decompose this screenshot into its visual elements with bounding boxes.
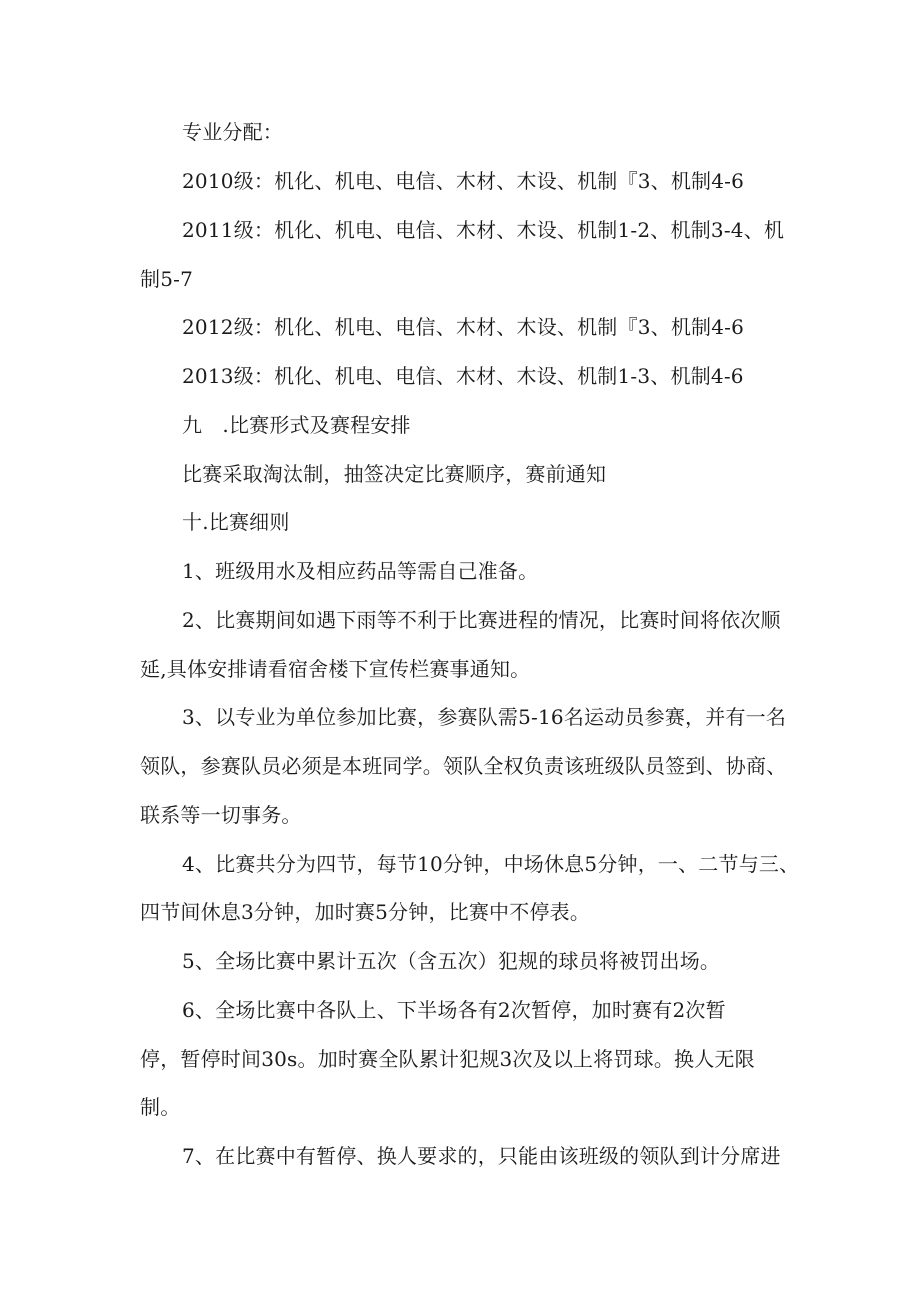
rule-3-line-1: 3、以专业为单位参加比赛，参赛队需5-16名运动员参赛，并有一名 <box>182 705 787 729</box>
rule-3-line-3: 联系等一切事务。 <box>140 803 302 827</box>
paragraph-2012-majors: 2012级：机化、机电、电信、木材、木设、机制『3、机制4-6 <box>182 315 745 339</box>
rule-6-line-2: 停，暂停时间30s。加时赛全队累计犯规3次及以上将罚球。换人无限 <box>140 1047 755 1071</box>
rule-2-line-1: 2、比赛期间如遇下雨等不利于比赛进程的情况，比赛时间将依次顺 <box>182 608 781 632</box>
section-heading-rules: 十.比赛细则 <box>182 510 290 534</box>
section-heading-format-schedule: 九 .比赛形式及赛程安排 <box>182 413 411 437</box>
paragraph-2013-majors: 2013级：机化、机电、电信、木材、木设、机制1-3、机制4-6 <box>182 364 744 388</box>
rule-6-line-1: 6、全场比赛中各队上、下半场各有2次暂停，加时赛有2次暂 <box>182 998 726 1022</box>
rule-5: 5、全场比赛中累计五次（含五次）犯规的球员将被罚出场。 <box>182 949 721 973</box>
section-heading-major-allocation: 专业分配： <box>182 120 283 144</box>
rule-4-line-1: 4、比赛共分为四节，每节10分钟，中场休息5分钟，一、二节与三、 <box>182 852 800 876</box>
paragraph-2011-majors-continued: 制5-7 <box>140 267 194 291</box>
paragraph-2011-majors: 2011级：机化、机电、电信、木材、木设、机制1-2、机制3-4、机 <box>182 218 785 242</box>
rule-3-line-2: 领队，参赛队员必须是本班同学。领队全权负责该班级队员签到、协商、 <box>140 754 787 778</box>
rule-7-line-1: 7、在比赛中有暂停、换人要求的，只能由该班级的领队到计分席进 <box>182 1144 781 1168</box>
rule-6-line-3: 制。 <box>140 1095 181 1119</box>
rule-1: 1、班级用水及相应药品等需自己准备。 <box>182 559 539 583</box>
paragraph-2010-majors: 2010级：机化、机电、电信、木材、木设、机制『3、机制4-6 <box>182 169 745 193</box>
rule-2-line-2: 延,具体安排请看宿舍楼下宣传栏赛事通知。 <box>140 657 531 681</box>
paragraph-format: 比赛采取淘汰制，抽签决定比赛顺序，赛前通知 <box>182 462 607 486</box>
rule-4-line-2: 四节间休息3分钟，加时赛5分钟，比赛中不停表。 <box>140 900 591 924</box>
